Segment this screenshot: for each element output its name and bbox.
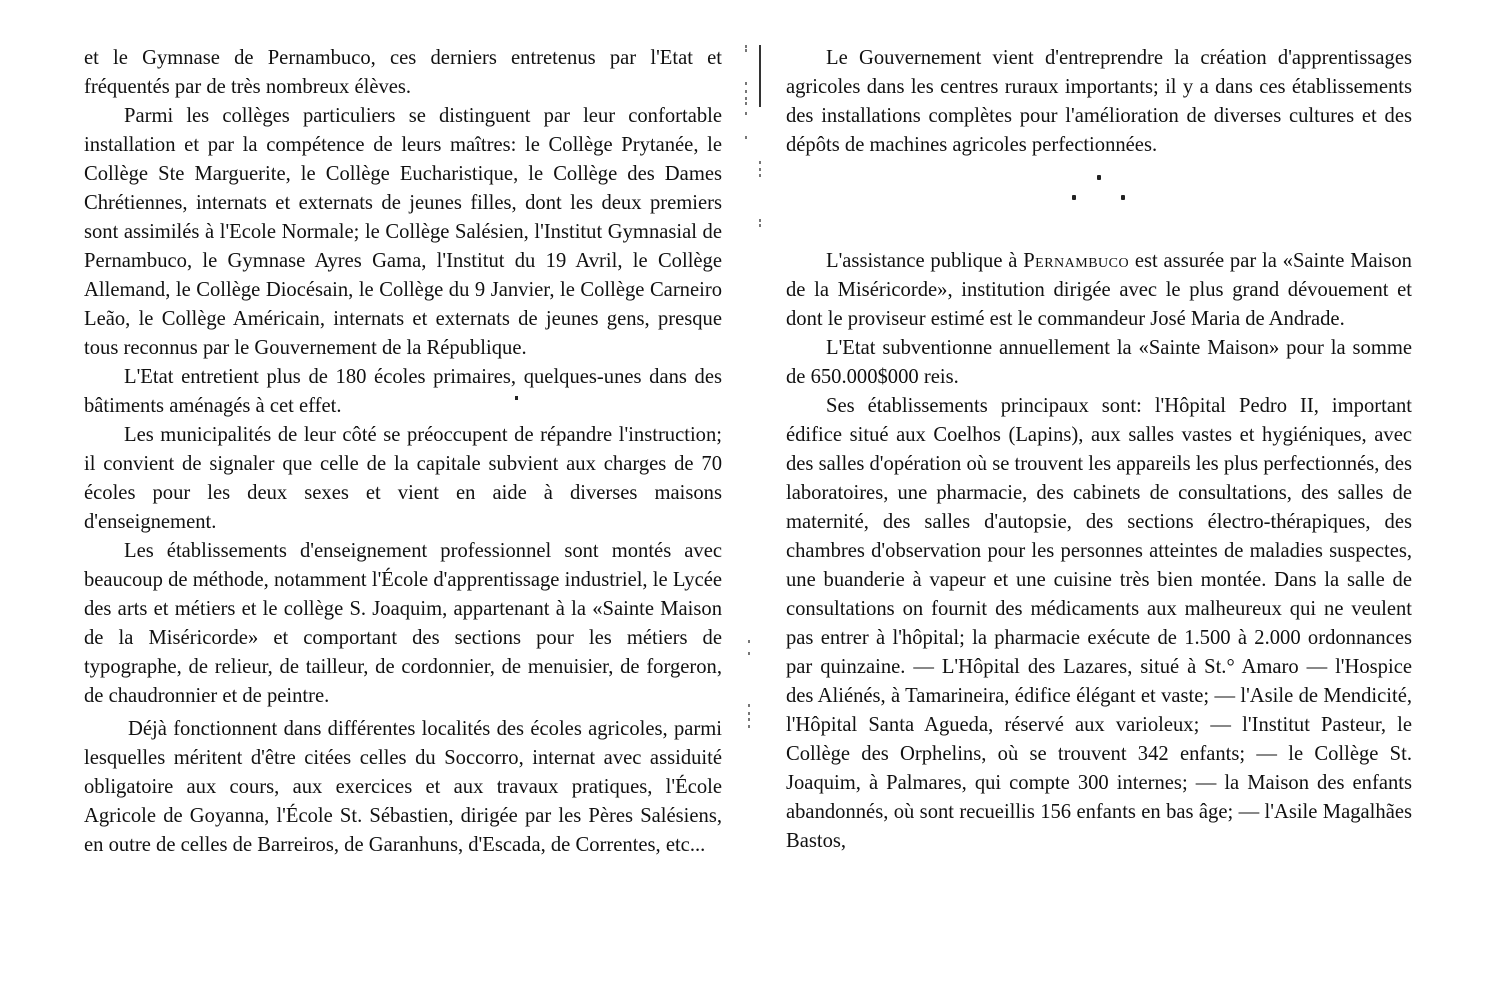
gutter-mark <box>745 45 747 48</box>
ornament-dot <box>1072 195 1076 200</box>
paragraph: Déjà fonctionnent dans différentes localités des écoles agricoles, parmi lesquelles méritent d'être citées celles du Soccorro, internat avec assiduité obligatoire aux cours, aux exercices et aux travaux pratiques, l'École Agricole de Goyanna, l'École St. Sébastien, dirigée par les Pères Salésiens, en outre de celles de Barreiros, de Garanhuns, d'Escada, de Correntes, etc... <box>84 718 722 856</box>
gutter-mark <box>748 652 750 655</box>
paragraph: L'Etat subventionne annuellement la «Sainte Maison» pour la somme de 650.000$000 reis. <box>786 337 1412 388</box>
gutter-mark <box>745 97 747 100</box>
gutter-mark <box>759 224 761 227</box>
gutter-mark <box>745 102 747 105</box>
ornament-dot <box>1097 175 1101 180</box>
paragraph: Ses établissements principaux sont: l'Hôpital Pedro II, important édifice situé aux Coelhos (Lapins), aux salles vastes et hygiéniques, avec des salles d'opération où se trouvent les appareils les plus perfectionnés, des laboratoires, une pharmacie, des cabinets de consultations, des salles de maternité, des salles d'autopsie, des sections électro-thérapiques, des chambres d'observation pour les personnes atteintes de maladies suspectes, une buanderie à vapeur et une cuisine très bien montée. Dans la salle de consultations on fournit des médicaments aux malheureux qui ne veulent pas entrer à l'hôpital; la pharmacie exécute de 1.500 à 2.000 ordonnances par quinzaine. — L'Hôpital des Lazares, situé à St.° Amaro — l'Hospice des Aliénés, à Tamarineira, édifice élégant et vaste; — l'Asile de Mendicité, l'Hôpital Santa Agueda, réservé aux varioleux; — l'Institut Pasteur, le Collège des Orphelins, où se trouvent 342 enfants; — le Collège St. Joaquim, à Palmares, qui compte 300 internes; — la Maison des enfants abandonnés, où sont recueillis 156 enfants en bas âge; — l'Asile Magalhães Bastos, <box>786 395 1412 852</box>
text-run: L'assistance publique à <box>826 250 1024 272</box>
gutter-mark <box>745 49 747 52</box>
gutter-mark <box>745 90 747 93</box>
left-column <box>84 44 722 860</box>
gutter-mark <box>748 718 750 721</box>
paragraph: Les municipalités de leur côté se préoccupent de répandre l'instruction; il convient de signaler que celle de la capitale subvient aux charges de 70 écoles pour les deux sexes et vient en aide à diverses maisons d'enseignement. <box>84 424 722 533</box>
gutter-mark <box>759 219 761 222</box>
paragraph: Les établissements d'enseignement professionnel sont montés avec beaucoup de méthode, notamment l'École d'apprentissage industriel, le Lycée des arts et métiers et le collège S. Joaquim, appartenant à la «Sainte Maison de la Miséricorde» et comportant des sections pour les métiers de typographe, de relieur, de tailleur, de cordonnier, de menuisier, de forgeron, de chaudronnier et de peintre. <box>84 540 722 707</box>
gutter-mark <box>745 112 747 115</box>
paragraph-assistance <box>786 247 1412 334</box>
gutter-mark <box>745 82 747 85</box>
gutter-mark <box>759 174 761 177</box>
paragraph: L'Etat entretient plus de 180 écoles primaires, quelques-unes dans des bâtiments aménagés à cet effet. <box>84 366 722 417</box>
column-divider-rule <box>759 45 761 107</box>
paragraph: Parmi les collèges particuliers se distinguent par leur confortable installation et par la compétence de leurs maîtres: le Collège Prytanée, le Collège Ste Marguerite, le Collège Eucharistique, le Collège des Dames Chrétiennes, internats et externats de jeunes filles, dont les deux premiers sont assimilés à l'Ecole Normale; le Collège Salésien, l'Institut Gymnasial de Pernambuco, le Gymnase Ayres Gama, l'Institut du 19 Avril, le Collège Allemand, le Collège Diocésain, le Collège du 9 Janvier, le Collège Carneiro Leão, le Collège Américain, internats et externats de jeunes gens, presque tous reconnus par le Gouvernement de la République. <box>84 105 722 359</box>
gutter-mark <box>748 712 750 715</box>
text-run: est assurée par la «Sainte Maison de la Miséricorde», institution dirigée avec le plus grand dévouement et dont le proviseur estimé est le commandeur José Maria de Andrade. <box>786 250 1412 330</box>
gutter-mark <box>745 136 747 139</box>
paragraph: Le Gouvernement vient d'entreprendre la création d'apprentissages agricoles dans les centres ruraux importants; il y a dans ces établissements des installations complètes pour l'amélioration de diverses cultures et des dépôts de machines agricoles perfectionnées. <box>786 47 1412 156</box>
place-name: Pernambuco <box>1023 250 1130 272</box>
ornament-dot <box>1121 195 1125 200</box>
paragraph: et le Gymnase de Pernambuco, ces derniers entretenus par l'Etat et fréquentés par de très nombreux élèves. <box>84 47 722 98</box>
gutter-mark <box>759 161 761 164</box>
gutter-mark <box>748 640 750 643</box>
gutter-mark <box>748 704 750 707</box>
gutter-mark <box>748 725 750 728</box>
gutter-mark <box>759 168 761 171</box>
three-dot-fleuron-icon <box>786 160 1412 247</box>
right-column <box>786 44 1412 856</box>
